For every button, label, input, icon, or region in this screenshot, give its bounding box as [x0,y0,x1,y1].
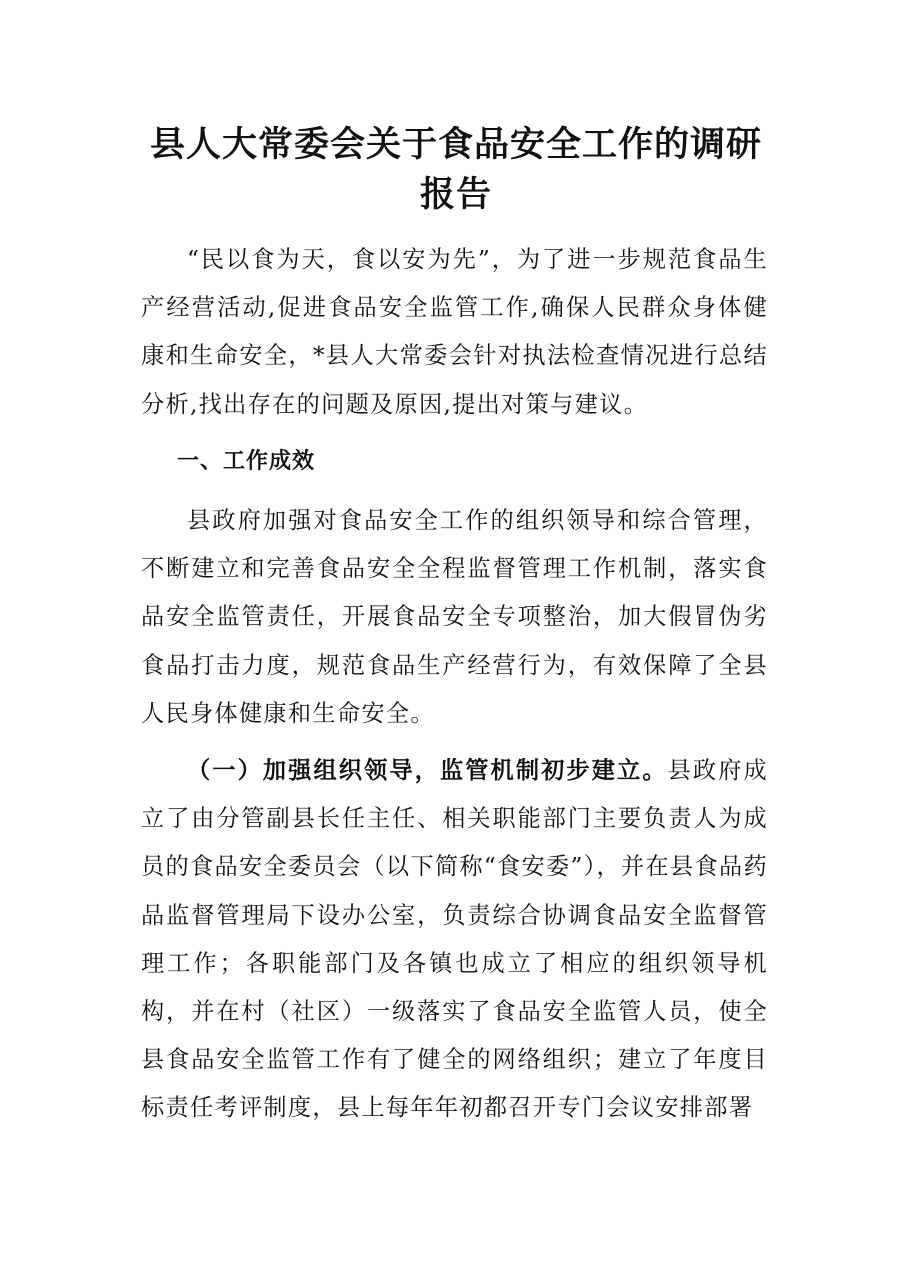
section-heading: 一、工作成效 [177,449,316,474]
document-title: 县人大常委会关于食品安全工作的调研报告 [150,125,763,215]
intro-paragraph: “民以食为天，食以安为先”，为了进一步规范食品生产经营活动,促进食品安全监管工作,确保人民群众身体健康和生命安全，*县人大常委会针对执法检查情况进行总结分析,找出存在的问题及原因,提出对策与建议。 [141,246,768,418]
subsection-lead: （一）加强组织领导，监管机制初步建立。 [187,757,668,784]
subsection-body: 县政府成立了由分管副县长任主任、相关职能部门主要负责人为成员的食品安全委员会（以下简称“食安委”），并在县食品药品监督管理局下设办公室，负责综合协调食品安全监督管理工作；各职能部门及各镇也成立了相应的组织领导机构，并在村（社区）一级落实了食品安全监管人员，使全县食品安全监管工作有了健全的网络组织；建立了年度目标责任考评制度，县上每年年初都召开专门会议安排部署 [141,757,768,1122]
subsection-paragraph [141,747,768,1133]
section-body-paragraph: 县政府加强对食品安全工作的组织领导和综合管理，不断建立和完善食品安全全程监督管理工作机制，落实食品安全监管责任，开展食品安全专项整治，加大假冒伪劣食品打击力度，规范食品生产经营行为，有效保障了全县人民身体健康和生命安全。 [141,507,768,727]
